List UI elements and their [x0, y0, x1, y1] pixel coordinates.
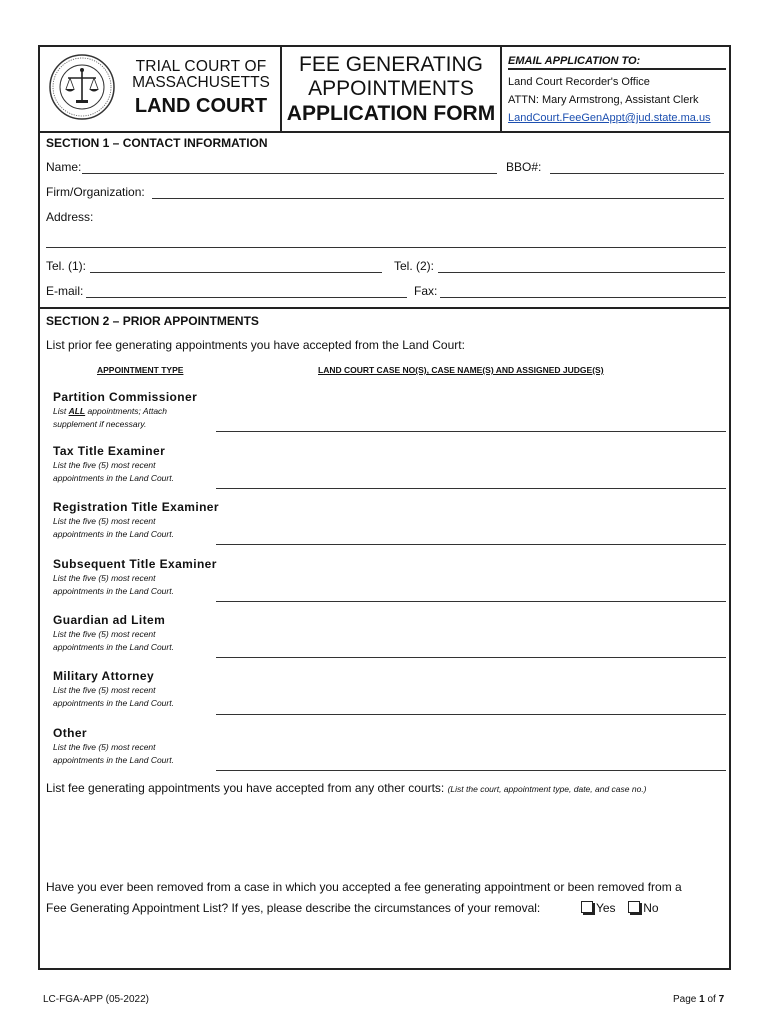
section2-heading: SECTION 2 – PRIOR APPOINTMENTS [46, 314, 259, 328]
appointment-type-name: Military Attorney [53, 669, 155, 683]
title-line-1: FEE GENERATING [299, 53, 483, 76]
section-divider [40, 307, 729, 309]
no-label: No [643, 901, 659, 915]
name-field[interactable] [82, 173, 497, 174]
yes-label: Yes [595, 901, 616, 915]
header-divider [280, 47, 282, 131]
appointment-type-note: List the five (5) most recent appointments in the Land Court. [53, 629, 174, 652]
appointment-type-row [53, 557, 217, 598]
address-field[interactable] [46, 247, 726, 248]
court-line-3: LAND COURT [134, 95, 268, 117]
appointment-type-row [53, 500, 219, 541]
court-seal-icon [48, 53, 116, 121]
appointment-type-note: List the five (5) most recent appointments in the Land Court. [53, 685, 174, 708]
email-instructions [508, 55, 726, 124]
removal-question-line1: Have you ever been removed from a case in which you accepted a fee generating appointment or been removed from a [46, 880, 682, 894]
other-courts-prompt [46, 781, 647, 795]
appointment-type-row [53, 669, 174, 710]
appointment-type-row [53, 390, 197, 431]
header-divider [500, 47, 502, 131]
appointment-type-name: Other [53, 726, 88, 740]
appointment-type-row [53, 444, 174, 485]
email-attn: ATTN: Mary Armstrong, Assistant Clerk [508, 94, 699, 106]
form-title [284, 53, 498, 127]
email-office: Land Court Recorder's Office [508, 76, 650, 88]
appointment-type-note: List the five (5) most recent appointments in the Land Court. [53, 460, 174, 483]
form-header [40, 47, 729, 133]
page-number: Page 1 of 7 [673, 994, 725, 1005]
col-appointment-type: APPOINTMENT TYPE [97, 365, 184, 375]
email-field[interactable] [86, 297, 407, 298]
title-line-3: APPLICATION FORM [286, 102, 496, 125]
appointment-type-name: Subsequent Title Examiner [53, 557, 217, 571]
removal-circumstances-field[interactable] [46, 925, 726, 965]
form-frame [38, 45, 731, 970]
email-link[interactable]: LandCourt.FeeGenAppt@jud.state.ma.us [508, 112, 711, 124]
other-courts-label: List fee generating appointments you have accepted from any other courts: [46, 781, 445, 795]
appointment-case-field[interactable] [216, 770, 726, 771]
email-label: E-mail: [46, 284, 84, 298]
court-line-2: MASSACHUSETTS [132, 74, 270, 91]
firm-label: Firm/Organization: [46, 185, 145, 199]
tel1-label: Tel. (1): [46, 259, 87, 273]
title-line-2: APPOINTMENTS [308, 77, 474, 100]
appointment-type-note: List ALL appointments; Attach supplement if necessary. [53, 406, 168, 429]
email-heading: EMAIL APPLICATION TO: [508, 55, 726, 70]
form-code: LC-FGA-APP (05-2022) [43, 994, 149, 1005]
appointment-type-name: Guardian ad Litem [53, 613, 166, 627]
firm-field[interactable] [152, 198, 724, 199]
appointment-case-field[interactable] [216, 657, 726, 658]
tel2-field[interactable] [438, 272, 725, 273]
appointment-type-note: List the five (5) most recent appointments in the Land Court. [53, 742, 174, 765]
no-checkbox[interactable] [628, 901, 640, 913]
removal-question-line2: Fee Generating Appointment List? If yes, please describe the circumstances of your removal: Yes No [46, 901, 659, 915]
tel1-field[interactable] [90, 272, 382, 273]
appointment-case-field[interactable] [216, 431, 726, 432]
address-label: Address: [46, 210, 94, 224]
section1-heading: SECTION 1 – CONTACT INFORMATION [46, 136, 268, 150]
removal-question [46, 877, 682, 919]
appointment-case-field[interactable] [216, 714, 726, 715]
appointment-type-name: Tax Title Examiner [53, 444, 166, 458]
other-courts-field[interactable] [46, 799, 726, 869]
appointment-case-field[interactable] [216, 544, 726, 545]
yes-checkbox[interactable] [581, 901, 593, 913]
appointment-type-note: List the five (5) most recent appointments in the Land Court. [53, 516, 174, 539]
appointment-type-name: Registration Title Examiner [53, 500, 219, 514]
appointment-case-field[interactable] [216, 488, 726, 489]
other-courts-note: (List the court, appointment type, date, and case no.) [447, 784, 647, 794]
bbo-field[interactable] [550, 173, 724, 174]
appointment-type-row [53, 613, 174, 654]
court-line-1: TRIAL COURT OF [135, 58, 267, 75]
tel2-label: Tel. (2): [394, 259, 435, 273]
appointment-case-field[interactable] [216, 601, 726, 602]
name-label: Name: [46, 160, 82, 174]
appointment-type-name: Partition Commissioner [53, 390, 198, 404]
court-name [126, 59, 276, 120]
appointment-type-note: List the five (5) most recent appointments in the Land Court. [53, 573, 174, 596]
fax-label: Fax: [414, 284, 438, 298]
bbo-label: BBO#: [506, 160, 542, 174]
fax-field[interactable] [440, 297, 726, 298]
appointment-type-row [53, 726, 174, 767]
section2-intro: List prior fee generating appointments you have accepted from the Land Court: [46, 338, 465, 352]
col-case-details: LAND COURT CASE NO(S), CASE NAME(S) AND ASSIGNED JUDGE(S) [318, 365, 604, 375]
